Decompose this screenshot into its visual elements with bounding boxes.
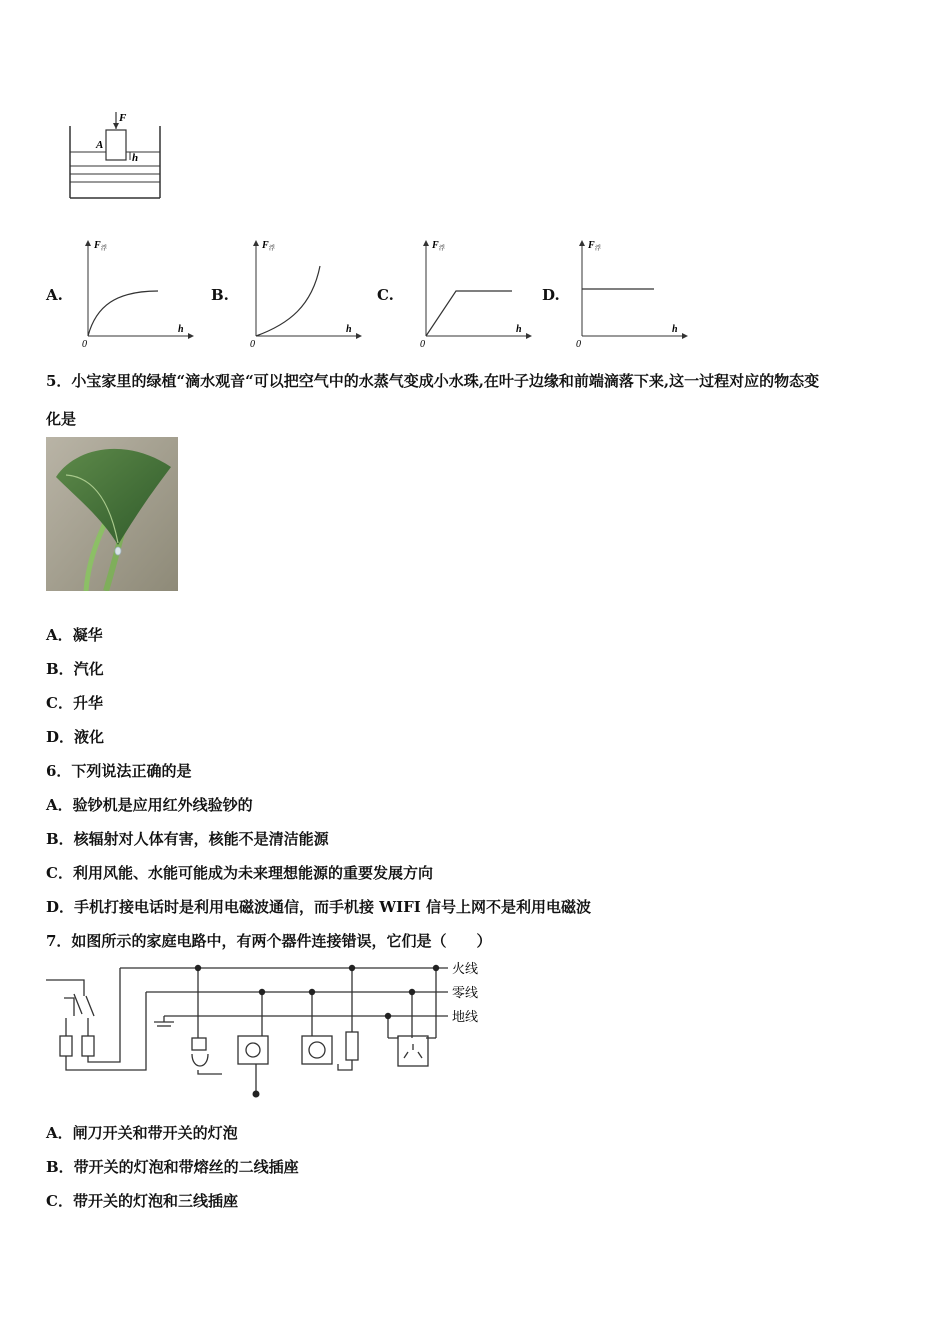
q7-option-b: B．带开关的灯泡和带熔丝的二线插座 [46,1158,299,1176]
graph-option-d-letter: D. [542,286,560,304]
buoyancy-figure [64,108,170,204]
q5-option-d: D．液化 [46,728,105,746]
x-axis-label: h [346,324,352,335]
force-label: F [119,112,127,124]
origin-label: 0 [82,339,87,348]
q5-option-b: B．汽化 [46,660,104,678]
y-axis-label: F [94,240,101,251]
q6-option-b: B．核辐射对人体有害，核能不是清洁能源 [46,830,329,848]
q5-stem-line1: 5．小宝家里的绿植“滴水观音“可以把空气中的水蒸气变成小水珠,在叶子边缘和前端滴落下来,这一过程对应的物态变 [46,372,820,390]
q6-option-c: C．利用风能、水能可能成为未来理想能源的重要发展方向 [46,864,433,882]
q7-option-c: C．带开关的灯泡和三线插座 [46,1192,238,1210]
x-axis-label: h [672,324,678,335]
graph-option-b [244,236,364,348]
graph-option-d [570,236,690,348]
y-axis-label: F [588,240,595,251]
q6-option-a: A．验钞机是应用红外线验钞的 [46,796,253,814]
q5-option-a: A．凝华 [46,626,103,644]
y-axis-label: F [432,240,439,251]
depth-label: h [132,152,139,164]
graph-option-a-letter: A. [46,286,63,304]
household-circuit-diagram [46,958,496,1104]
q6-option-d: D．手机打接电话时是利用电磁波通信，而手机接 WIFI 信号上网不是利用电磁波 [46,898,591,916]
origin-label: 0 [420,339,425,348]
neutral-wire-label: 零线 [452,985,479,1000]
q7-option-a: A．闸刀开关和带开关的灯泡 [46,1124,238,1142]
graph-option-c [414,236,534,348]
x-axis-label: h [516,324,522,335]
graph-option-a [76,236,196,348]
graph-option-c-letter: C. [377,286,394,304]
y-axis-label: F [262,240,269,251]
origin-label: 0 [576,339,581,348]
y-axis-sub: 浮 [269,246,276,252]
origin-label: 0 [250,339,255,348]
block-label: A [96,139,104,151]
y-axis-sub: 浮 [101,246,108,252]
q6-stem: 6．下列说法正确的是 [46,762,192,780]
q7-stem: 7．如图所示的家庭电路中，有两个器件连接错误，它们是（ ） [46,932,492,950]
x-axis-label: h [178,324,184,335]
y-axis-sub: 浮 [595,246,602,252]
q5-option-c: C．升华 [46,694,103,712]
graph-option-b-letter: B. [211,286,229,304]
live-wire-label: 火线 [452,961,479,976]
q5-stem-line2: 化是 [46,410,77,428]
leaf-photo [46,437,178,591]
ground-wire-label: 地线 [452,1009,479,1024]
y-axis-sub: 浮 [439,246,446,252]
